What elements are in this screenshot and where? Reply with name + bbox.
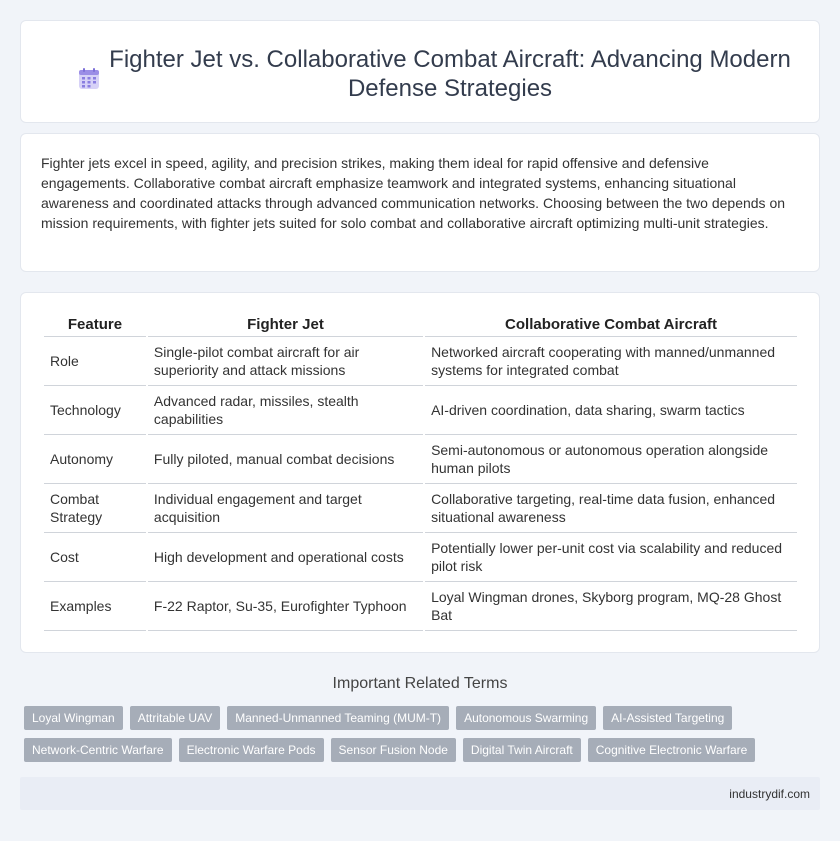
title-card: [20, 20, 820, 123]
cca-cell: Semi-autonomous or autonomous operation alongside human pilots: [425, 435, 797, 484]
fighter-jet-cell: Single-pilot combat aircraft for air superiority and attack missions: [148, 337, 423, 386]
header-feature: Feature: [44, 316, 146, 337]
feature-cell: Role: [44, 337, 146, 386]
footer-source: industrydif.com: [729, 787, 810, 801]
summary-paragraph: Fighter jets excel in speed, agility, and precision strikes, making them ideal for rapid offensive and defensive engagements. Collaborative combat aircraft emphasize teamwork and integrated systems, enhancing situational awareness and coordinated attacks through advanced communication networks. Choosing between the two depends on mission requirements, with fighter jets suited for solo combat and collaborative aircraft optimizing multi-unit strategies.: [41, 155, 786, 231]
related-terms-tags: [24, 706, 814, 770]
page-title: Fighter Jet vs. Collaborative Combat Aircraft: Advancing Modern Defense Strategies: [109, 46, 791, 102]
related-terms-heading: Important Related Terms: [332, 675, 508, 692]
feature-cell: Technology: [44, 386, 146, 435]
tag-mum-t[interactable]: Manned-Unmanned Teaming (MUM-T): [227, 706, 449, 730]
feature-cell: Cost: [44, 533, 146, 582]
comparison-table: [42, 316, 799, 631]
fighter-jet-cell: Advanced radar, missiles, stealth capabilities: [148, 386, 423, 435]
fighter-jet-cell: F-22 Raptor, Su-35, Eurofighter Typhoon: [148, 582, 423, 631]
cca-cell: AI-driven coordination, data sharing, swarm tactics: [425, 386, 797, 435]
fighter-jet-cell: Individual engagement and target acquisition: [148, 484, 423, 533]
table-row: [44, 484, 797, 533]
table-row: [44, 386, 797, 435]
cca-cell: Loyal Wingman drones, Skyborg program, MQ-28 Ghost Bat: [425, 582, 797, 631]
tag-row: [24, 738, 814, 762]
tag-attritable-uav[interactable]: Attritable UAV: [130, 706, 220, 730]
tag-electronic-warfare-pods[interactable]: Electronic Warfare Pods: [179, 738, 324, 762]
fighter-jet-cell: Fully piloted, manual combat decisions: [148, 435, 423, 484]
table-row: [44, 533, 797, 582]
header-collaborative-aircraft: Collaborative Combat Aircraft: [425, 316, 797, 337]
table-header-row: [44, 316, 797, 337]
feature-cell: Combat Strategy: [44, 484, 146, 533]
tag-loyal-wingman[interactable]: Loyal Wingman: [24, 706, 123, 730]
cca-cell: Potentially lower per-unit cost via scalability and reduced pilot risk: [425, 533, 797, 582]
feature-cell: Examples: [44, 582, 146, 631]
tag-network-centric-warfare[interactable]: Network-Centric Warfare: [24, 738, 172, 762]
summary-card: [20, 133, 820, 272]
tag-cognitive-electronic-warfare[interactable]: Cognitive Electronic Warfare: [588, 738, 756, 762]
table-row: [44, 582, 797, 631]
cca-cell: Collaborative targeting, real-time data fusion, enhanced situational awareness: [425, 484, 797, 533]
tag-digital-twin-aircraft[interactable]: Digital Twin Aircraft: [463, 738, 581, 762]
fighter-jet-cell: High development and operational costs: [148, 533, 423, 582]
tag-row: [24, 706, 814, 730]
table-row: [44, 337, 797, 386]
tag-sensor-fusion-node[interactable]: Sensor Fusion Node: [331, 738, 456, 762]
feature-cell: Autonomy: [44, 435, 146, 484]
header-fighter-jet: Fighter Jet: [148, 316, 423, 337]
tag-ai-assisted-targeting[interactable]: AI-Assisted Targeting: [603, 706, 732, 730]
table-row: [44, 435, 797, 484]
footer: [20, 777, 820, 810]
cca-cell: Networked aircraft cooperating with manned/unmanned systems for integrated combat: [425, 337, 797, 386]
comparison-card: [20, 292, 820, 653]
tag-autonomous-swarming[interactable]: Autonomous Swarming: [456, 706, 596, 730]
